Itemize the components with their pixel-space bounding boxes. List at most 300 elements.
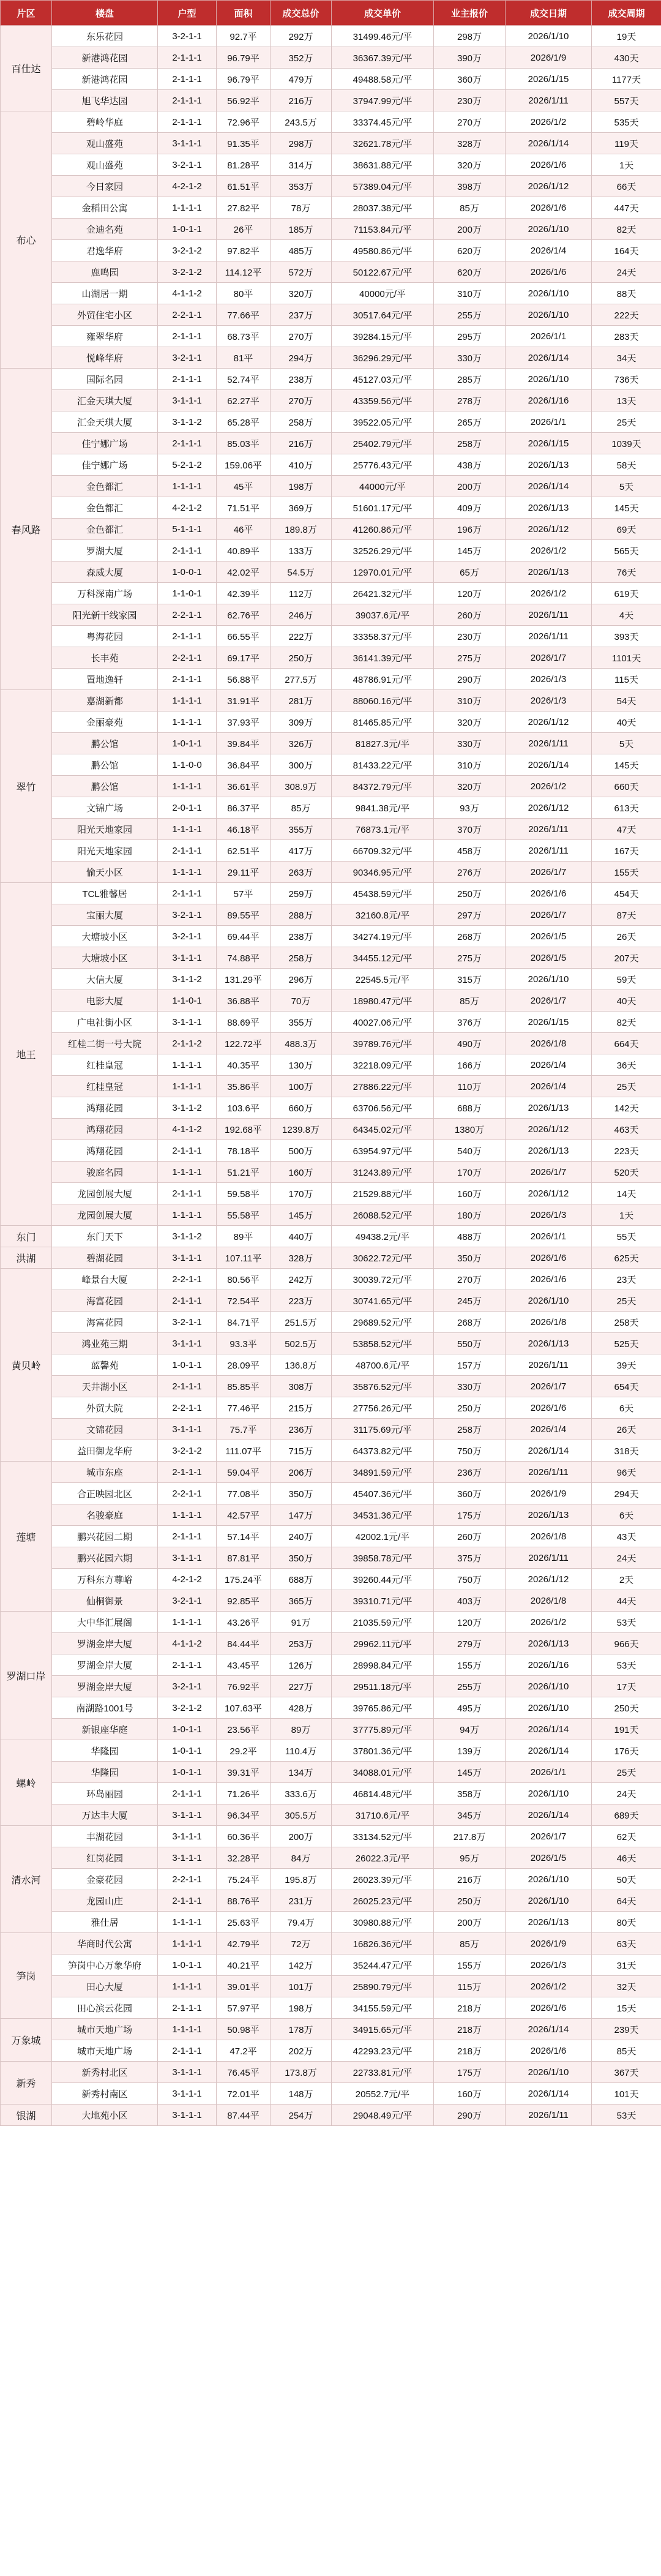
area-cell: 62.27平 (217, 390, 271, 411)
total-price-cell: 142万 (271, 1955, 332, 1976)
district-cell: 罗湖口岸 (1, 1612, 52, 1740)
owner-ask-cell: 139万 (434, 1740, 506, 1762)
deal-date-cell: 2026/1/6 (506, 261, 592, 283)
deal-cycle-cell: 25天 (592, 411, 661, 433)
deal-cycle-cell: 88天 (592, 283, 661, 304)
estate-cell: 大信大厦 (52, 969, 158, 990)
estate-cell: 阳光新干线家园 (52, 604, 158, 626)
estate-cell: 华隆园 (52, 1762, 158, 1783)
deal-cycle-cell: 17天 (592, 1676, 661, 1697)
unit-price-cell: 76873.1元/平 (332, 819, 434, 840)
unit-price-cell: 34088.01元/平 (332, 1762, 434, 1783)
deal-cycle-cell: 565天 (592, 540, 661, 561)
layout-cell: 3-1-1-1 (158, 1247, 217, 1269)
estate-cell: 罗湖金岸大厦 (52, 1676, 158, 1697)
estate-cell: 鹏公馆 (52, 776, 158, 797)
total-price-cell: 198万 (271, 1997, 332, 2019)
deal-date-cell: 2026/1/4 (506, 1419, 592, 1440)
total-price-cell: 355万 (271, 819, 332, 840)
deal-date-cell: 2026/1/7 (506, 1826, 592, 1847)
deal-date-cell: 2026/1/13 (506, 1097, 592, 1119)
area-cell: 40.21平 (217, 1955, 271, 1976)
layout-cell: 3-2-1-2 (158, 1440, 217, 1462)
deal-cycle-cell: 557天 (592, 90, 661, 111)
area-cell: 36.88平 (217, 990, 271, 1012)
layout-cell: 2-1-1-1 (158, 1890, 217, 1912)
unit-price-cell: 33374.45元/平 (332, 111, 434, 133)
total-price-cell: 240万 (271, 1526, 332, 1547)
table-row (1, 1890, 661, 1912)
total-price-cell: 288万 (271, 904, 332, 926)
estate-cell: 鹏公馆 (52, 733, 158, 754)
estate-cell: 万达丰大厦 (52, 1804, 158, 1826)
total-price-cell: 352万 (271, 47, 332, 69)
deal-date-cell: 2026/1/10 (506, 1697, 592, 1719)
total-price-cell: 160万 (271, 1162, 332, 1183)
table-row (1, 969, 661, 990)
layout-cell: 2-2-1-1 (158, 1397, 217, 1419)
area-cell: 59.58平 (217, 1183, 271, 1204)
table-row (1, 883, 661, 904)
unit-price-cell: 37947.99元/平 (332, 90, 434, 111)
deal-date-cell: 2026/1/8 (506, 1590, 592, 1612)
unit-price-cell: 29511.18元/平 (332, 1676, 434, 1697)
deal-date-cell: 2026/1/10 (506, 1290, 592, 1312)
total-price-cell: 227万 (271, 1676, 332, 1697)
table-row (1, 647, 661, 669)
deal-date-cell: 2026/1/7 (506, 1162, 592, 1183)
total-price-cell: 136.8万 (271, 1354, 332, 1376)
layout-cell: 1-1-0-1 (158, 990, 217, 1012)
layout-cell: 1-1-1-1 (158, 197, 217, 219)
total-price-cell: 84万 (271, 1847, 332, 1869)
unit-price-cell: 37801.36元/平 (332, 1740, 434, 1762)
unit-price-cell: 88060.16元/平 (332, 690, 434, 712)
area-cell: 40.35平 (217, 1054, 271, 1076)
area-cell: 56.92平 (217, 90, 271, 111)
total-price-cell: 89万 (271, 1719, 332, 1740)
owner-ask-cell: 298万 (434, 26, 506, 47)
owner-ask-cell: 155万 (434, 1955, 506, 1976)
table-row (1, 604, 661, 626)
estate-cell: 观山盛苑 (52, 154, 158, 176)
area-cell: 80.56平 (217, 1269, 271, 1290)
total-price-cell: 148万 (271, 2083, 332, 2105)
total-price-cell: 236万 (271, 1419, 332, 1440)
area-cell: 39.84平 (217, 733, 271, 754)
unit-price-cell: 81433.22元/平 (332, 754, 434, 776)
area-cell: 66.55平 (217, 626, 271, 647)
deal-cycle-cell: 660天 (592, 776, 661, 797)
unit-price-cell: 25776.43元/平 (332, 454, 434, 476)
area-cell: 92.85平 (217, 1590, 271, 1612)
deal-date-cell: 2026/1/2 (506, 540, 592, 561)
estate-cell: 红岗花园 (52, 1847, 158, 1869)
unit-price-cell: 42293.23元/平 (332, 2040, 434, 2062)
estate-cell: 金色都汇 (52, 476, 158, 497)
layout-cell: 1-1-1-1 (158, 1204, 217, 1226)
layout-cell: 1-0-1-1 (158, 1762, 217, 1783)
total-price-cell: 112万 (271, 583, 332, 604)
deal-date-cell: 2026/1/12 (506, 712, 592, 733)
owner-ask-cell: 540万 (434, 1140, 506, 1162)
estate-cell: 红桂皇冠 (52, 1076, 158, 1097)
total-price-cell: 308万 (271, 1376, 332, 1397)
unit-price-cell: 30741.65元/平 (332, 1290, 434, 1312)
deal-cycle-cell: 1101天 (592, 647, 661, 669)
total-price-cell: 170万 (271, 1183, 332, 1204)
deal-date-cell: 2026/1/4 (506, 1076, 592, 1097)
deal-cycle-cell: 40天 (592, 712, 661, 733)
layout-cell: 2-1-1-1 (158, 1783, 217, 1804)
table-row (1, 733, 661, 754)
deal-date-cell: 2026/1/1 (506, 326, 592, 347)
owner-ask-cell: 279万 (434, 1633, 506, 1654)
area-cell: 31.91平 (217, 690, 271, 712)
area-cell: 71.26平 (217, 1783, 271, 1804)
estate-cell: 鹏兴花园二期 (52, 1526, 158, 1547)
owner-ask-cell: 258万 (434, 1419, 506, 1440)
layout-cell: 3-2-1-1 (158, 26, 217, 47)
estate-cell: 龙园创展大厦 (52, 1204, 158, 1226)
unit-price-cell: 81827.3元/平 (332, 733, 434, 754)
owner-ask-cell: 276万 (434, 862, 506, 883)
area-cell: 92.7平 (217, 26, 271, 47)
deal-date-cell: 2026/1/10 (506, 1890, 592, 1912)
owner-ask-cell: 160万 (434, 1183, 506, 1204)
unit-price-cell: 16826.36元/平 (332, 1933, 434, 1955)
total-price-cell: 572万 (271, 261, 332, 283)
area-cell: 85.03平 (217, 433, 271, 454)
deal-date-cell: 2026/1/3 (506, 1204, 592, 1226)
table-row (1, 1869, 661, 1890)
estate-cell: 金豪花园 (52, 1869, 158, 1890)
unit-price-cell: 81465.85元/平 (332, 712, 434, 733)
estate-cell: 鹏公馆 (52, 754, 158, 776)
district-cell: 万象城 (1, 2019, 52, 2062)
total-price-cell: 309万 (271, 712, 332, 733)
deal-date-cell: 2026/1/11 (506, 1354, 592, 1376)
table-row (1, 454, 661, 476)
unit-price-cell: 36367.39元/平 (332, 47, 434, 69)
unit-price-cell: 40000元/平 (332, 283, 434, 304)
deal-cycle-cell: 25天 (592, 1076, 661, 1097)
district-cell: 布心 (1, 111, 52, 369)
area-cell: 36.84平 (217, 754, 271, 776)
area-cell: 103.6平 (217, 1097, 271, 1119)
deal-cycle-cell: 191天 (592, 1719, 661, 1740)
owner-ask-cell: 310万 (434, 690, 506, 712)
area-cell: 96.79平 (217, 47, 271, 69)
layout-cell: 3-2-1-1 (158, 926, 217, 947)
layout-cell: 1-1-1-1 (158, 1912, 217, 1933)
estate-cell: 碧岭华庭 (52, 111, 158, 133)
owner-ask-cell: 120万 (434, 1612, 506, 1633)
table-row (1, 540, 661, 561)
unit-price-cell: 36141.39元/平 (332, 647, 434, 669)
area-cell: 36.61平 (217, 776, 271, 797)
area-cell: 87.44平 (217, 2105, 271, 2126)
unit-price-cell: 20552.7元/平 (332, 2083, 434, 2105)
layout-cell: 3-1-1-1 (158, 1333, 217, 1354)
owner-ask-cell: 230万 (434, 90, 506, 111)
estate-cell: 长丰苑 (52, 647, 158, 669)
unit-price-cell: 25402.79元/平 (332, 433, 434, 454)
district-cell: 地王 (1, 883, 52, 1226)
deal-date-cell: 2026/1/8 (506, 1033, 592, 1054)
owner-ask-cell: 495万 (434, 1697, 506, 1719)
layout-cell: 2-1-1-2 (158, 1033, 217, 1054)
estate-cell: 广电社街小区 (52, 1012, 158, 1033)
owner-ask-cell: 358万 (434, 1783, 506, 1804)
area-cell: 77.66平 (217, 304, 271, 326)
owner-ask-cell: 688万 (434, 1097, 506, 1119)
estate-cell: 峰景台大厦 (52, 1269, 158, 1290)
deal-cycle-cell: 1177天 (592, 69, 661, 90)
table-row (1, 626, 661, 647)
total-price-cell: 1239.8万 (271, 1119, 332, 1140)
deal-cycle-cell: 53天 (592, 2105, 661, 2126)
estate-cell: 外贸大院 (52, 1397, 158, 1419)
layout-cell: 2-1-1-1 (158, 1376, 217, 1397)
unit-price-cell: 32218.09元/平 (332, 1054, 434, 1076)
owner-ask-cell: 750万 (434, 1440, 506, 1462)
deal-cycle-cell: 44天 (592, 1590, 661, 1612)
table-row (1, 1033, 661, 1054)
owner-ask-cell: 330万 (434, 347, 506, 369)
layout-cell: 1-1-1-1 (158, 1612, 217, 1633)
deal-cycle-cell: 294天 (592, 1483, 661, 1504)
area-cell: 122.72平 (217, 1033, 271, 1054)
estate-cell: 大地苑小区 (52, 2105, 158, 2126)
estate-cell: 城市东座 (52, 1462, 158, 1483)
deal-date-cell: 2026/1/15 (506, 433, 592, 454)
layout-cell: 3-1-1-1 (158, 1419, 217, 1440)
estate-cell: 新港鸿花园 (52, 69, 158, 90)
layout-cell: 3-2-1-2 (158, 261, 217, 283)
deal-cycle-cell: 19天 (592, 26, 661, 47)
layout-cell: 2-2-1-1 (158, 1269, 217, 1290)
deal-cycle-cell: 6天 (592, 1504, 661, 1526)
deal-cycle-cell: 535天 (592, 111, 661, 133)
deal-date-cell: 2026/1/6 (506, 154, 592, 176)
estate-cell: 宝丽大厦 (52, 904, 158, 926)
table-row (1, 1183, 661, 1204)
owner-ask-cell: 438万 (434, 454, 506, 476)
owner-ask-cell: 488万 (434, 1226, 506, 1247)
total-price-cell: 189.8万 (271, 519, 332, 540)
layout-cell: 2-2-1-1 (158, 1483, 217, 1504)
total-price-cell: 243.5万 (271, 111, 332, 133)
table-row (1, 2105, 661, 2126)
deal-date-cell: 2026/1/5 (506, 926, 592, 947)
unit-price-cell: 35244.47元/平 (332, 1955, 434, 1976)
total-price-cell: 79.4万 (271, 1912, 332, 1933)
unit-price-cell: 30980.88元/平 (332, 1912, 434, 1933)
unit-price-cell: 34891.59元/平 (332, 1462, 434, 1483)
owner-ask-cell: 275万 (434, 947, 506, 969)
table-row (1, 926, 661, 947)
area-cell: 29.2平 (217, 1740, 271, 1762)
unit-price-cell: 46814.48元/平 (332, 1783, 434, 1804)
owner-ask-cell: 290万 (434, 669, 506, 690)
table-header-row (1, 1, 661, 26)
table-row (1, 390, 661, 411)
estate-cell: 观山盛苑 (52, 133, 158, 154)
estate-cell: 金迪名苑 (52, 219, 158, 240)
area-cell: 23.56平 (217, 1719, 271, 1740)
total-price-cell: 251.5万 (271, 1312, 332, 1333)
total-price-cell: 206万 (271, 1462, 332, 1483)
area-cell: 29.11平 (217, 862, 271, 883)
unit-price-cell: 38631.88元/平 (332, 154, 434, 176)
total-price-cell: 200万 (271, 1826, 332, 1847)
owner-ask-cell: 170万 (434, 1162, 506, 1183)
table-row (1, 2083, 661, 2105)
deal-cycle-cell: 54天 (592, 690, 661, 712)
area-cell: 84.71平 (217, 1312, 271, 1333)
owner-ask-cell: 200万 (434, 219, 506, 240)
deal-cycle-cell: 367天 (592, 2062, 661, 2083)
table-row (1, 1590, 661, 1612)
area-cell: 77.08平 (217, 1483, 271, 1504)
deal-cycle-cell: 82天 (592, 219, 661, 240)
layout-cell: 3-1-1-1 (158, 947, 217, 969)
deal-cycle-cell: 13天 (592, 390, 661, 411)
table-row (1, 583, 661, 604)
col-header-owner-ask: 业主报价 (434, 1, 506, 26)
owner-ask-cell: 245万 (434, 1290, 506, 1312)
deal-cycle-cell: 40天 (592, 990, 661, 1012)
unit-price-cell: 12970.01元/平 (332, 561, 434, 583)
district-cell: 春风路 (1, 369, 52, 690)
layout-cell: 2-1-1-1 (158, 1526, 217, 1547)
estate-cell: 鸿翔花园 (52, 1119, 158, 1140)
owner-ask-cell: 270万 (434, 1269, 506, 1290)
deal-cycle-cell: 654天 (592, 1376, 661, 1397)
deal-cycle-cell: 43天 (592, 1526, 661, 1547)
table-row (1, 1654, 661, 1676)
deal-cycle-cell: 463天 (592, 1119, 661, 1140)
deal-date-cell: 2026/1/10 (506, 1783, 592, 1804)
table-row (1, 1097, 661, 1119)
estate-cell: 龙园创展大厦 (52, 1183, 158, 1204)
owner-ask-cell: 93万 (434, 797, 506, 819)
owner-ask-cell: 390万 (434, 47, 506, 69)
unit-price-cell: 27756.26元/平 (332, 1397, 434, 1419)
deal-cycle-cell: 393天 (592, 626, 661, 647)
estate-cell: 名骏豪庭 (52, 1504, 158, 1526)
layout-cell: 3-1-1-1 (158, 2105, 217, 2126)
layout-cell: 2-1-1-1 (158, 2040, 217, 2062)
unit-price-cell: 39310.71元/平 (332, 1590, 434, 1612)
table-row (1, 1762, 661, 1783)
estate-cell: 新港鸿花园 (52, 47, 158, 69)
table-row (1, 1440, 661, 1462)
area-cell: 88.76平 (217, 1890, 271, 1912)
area-cell: 76.92平 (217, 1676, 271, 1697)
area-cell: 25.63平 (217, 1912, 271, 1933)
area-cell: 42.57平 (217, 1504, 271, 1526)
total-price-cell: 369万 (271, 497, 332, 519)
owner-ask-cell: 398万 (434, 176, 506, 197)
deal-date-cell: 2026/1/4 (506, 240, 592, 261)
area-cell: 89.55平 (217, 904, 271, 926)
owner-ask-cell: 230万 (434, 626, 506, 647)
area-cell: 75.7平 (217, 1419, 271, 1440)
estate-cell: 悦峰华府 (52, 347, 158, 369)
deal-date-cell: 2026/1/7 (506, 990, 592, 1012)
layout-cell: 2-1-1-1 (158, 1462, 217, 1483)
table-row (1, 1462, 661, 1483)
estate-cell: 罗湖金岸大厦 (52, 1633, 158, 1654)
layout-cell: 2-1-1-1 (158, 433, 217, 454)
deal-cycle-cell: 258天 (592, 1312, 661, 1333)
table-row (1, 669, 661, 690)
deal-date-cell: 2026/1/10 (506, 969, 592, 990)
unit-price-cell: 49438.2元/平 (332, 1226, 434, 1247)
total-price-cell: 237万 (271, 304, 332, 326)
estate-cell: 罗湖大厦 (52, 540, 158, 561)
total-price-cell: 485万 (271, 240, 332, 261)
unit-price-cell: 26088.52元/平 (332, 1204, 434, 1226)
total-price-cell: 440万 (271, 1226, 332, 1247)
deal-cycle-cell: 5天 (592, 733, 661, 754)
unit-price-cell: 35876.52元/平 (332, 1376, 434, 1397)
area-cell: 97.82平 (217, 240, 271, 261)
deal-date-cell: 2026/1/11 (506, 819, 592, 840)
layout-cell: 2-1-1-1 (158, 90, 217, 111)
deal-cycle-cell: 6天 (592, 1397, 661, 1419)
estate-cell: 君逸华府 (52, 240, 158, 261)
layout-cell: 4-1-1-2 (158, 1633, 217, 1654)
layout-cell: 3-1-1-2 (158, 969, 217, 990)
deal-date-cell: 2026/1/6 (506, 883, 592, 904)
deal-cycle-cell: 58天 (592, 454, 661, 476)
total-price-cell: 250万 (271, 647, 332, 669)
estate-cell: 笋岗中心万象华府 (52, 1955, 158, 1976)
layout-cell: 2-0-1-1 (158, 797, 217, 819)
layout-cell: 3-1-1-1 (158, 2062, 217, 2083)
table-row (1, 1826, 661, 1847)
owner-ask-cell: 275万 (434, 647, 506, 669)
table-row (1, 1847, 661, 1869)
table-row (1, 1997, 661, 2019)
table-row (1, 2019, 661, 2040)
deal-cycle-cell: 63天 (592, 1933, 661, 1955)
table-row (1, 776, 661, 797)
total-price-cell: 91万 (271, 1612, 332, 1633)
layout-cell: 2-1-1-1 (158, 626, 217, 647)
deal-cycle-cell: 53天 (592, 1654, 661, 1676)
owner-ask-cell: 268万 (434, 1312, 506, 1333)
area-cell: 46.18平 (217, 819, 271, 840)
total-price-cell: 238万 (271, 369, 332, 390)
total-price-cell: 216万 (271, 433, 332, 454)
layout-cell: 5-1-1-1 (158, 519, 217, 540)
deal-date-cell: 2026/1/10 (506, 283, 592, 304)
estate-cell: 文锦广场 (52, 797, 158, 819)
total-price-cell: 202万 (271, 2040, 332, 2062)
area-cell: 39.31平 (217, 1762, 271, 1783)
unit-price-cell: 63706.56元/平 (332, 1097, 434, 1119)
layout-cell: 1-1-1-1 (158, 1976, 217, 1997)
unit-price-cell: 90346.95元/平 (332, 862, 434, 883)
deal-date-cell: 2026/1/11 (506, 626, 592, 647)
deal-cycle-cell: 142天 (592, 1097, 661, 1119)
area-cell: 89平 (217, 1226, 271, 1247)
total-price-cell: 145万 (271, 1204, 332, 1226)
